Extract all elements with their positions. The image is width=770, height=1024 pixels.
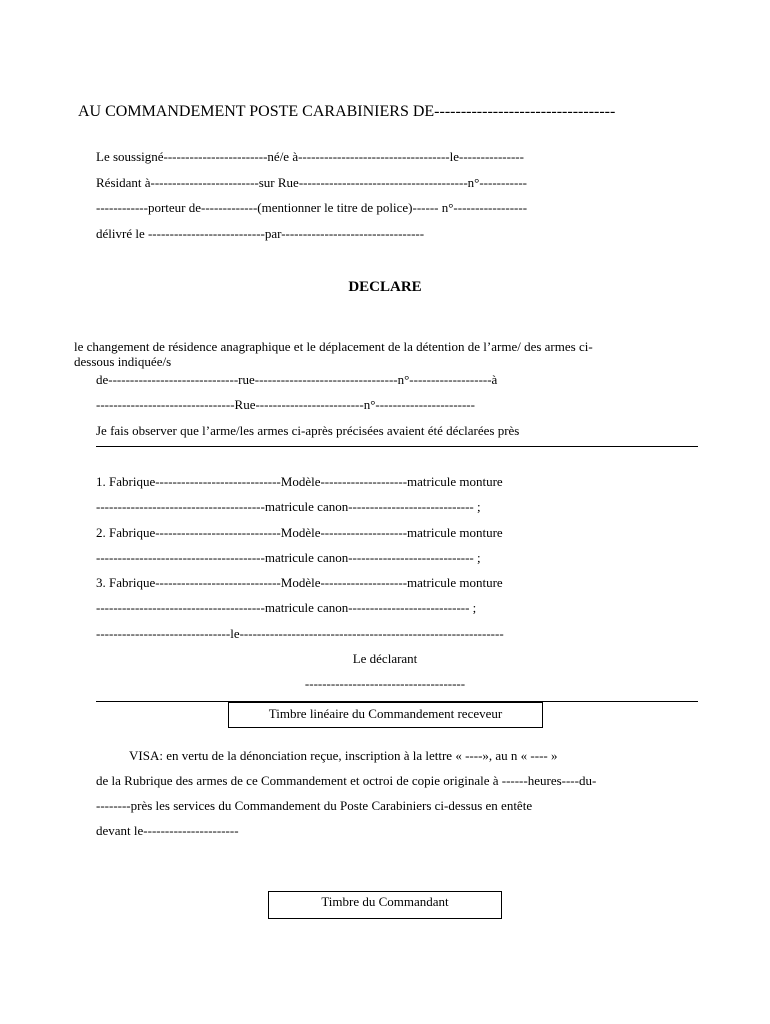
declarant-label: Le déclarant <box>352 651 418 666</box>
arm-3-line-a: 3. Fabrique-----------------------------Modèle--------------------matricule monture <box>96 575 503 590</box>
identity-line-residence: Résidant à-------------------------sur Rue---------------------------------------n°----------- <box>96 175 527 190</box>
separator-rule <box>96 446 698 447</box>
arm-1-line-b: ---------------------------------------matricule canon----------------------------- ; <box>96 499 481 514</box>
arm-2-line-b: ---------------------------------------matricule canon----------------------------- ; <box>96 550 481 565</box>
receiver-stamp-label: Timbre linéaire du Commandement receveur <box>268 706 503 721</box>
arm-3-line-b: ---------------------------------------matricule canon---------------------------- ; <box>96 600 477 615</box>
identity-line-license: ------------porteur de-------------(mentionner le titre de police)------ n°----------------- <box>96 200 528 215</box>
visa-line-4: devant le---------------------- <box>96 823 239 838</box>
declaration-paragraph-line2: dessous indiquée/s <box>74 354 172 369</box>
new-street-line: --------------------------------Rue-------------------------n°----------------------- <box>96 397 475 412</box>
commander-stamp-label: Timbre du Commandant <box>321 894 449 909</box>
identity-line-name: Le soussigné------------------------né/e à-----------------------------------le--------------- <box>96 149 524 164</box>
declaration-paragraph-line1: le changement de résidence anagraphique et le déplacement de la détention de l’arme/ des armes ci- <box>74 339 593 354</box>
declarant-signature-line: ------------------------------------- <box>304 676 466 691</box>
new-address-line: de------------------------------rue---------------------------------n°-------------------à <box>96 372 498 387</box>
observation-line: Je fais observer que l’arme/les armes ci-après précisées avaient été déclarées près <box>96 423 520 438</box>
arm-2-line-a: 2. Fabrique-----------------------------Modèle--------------------matricule monture <box>96 525 503 540</box>
identity-line-issued: délivré le ---------------------------par--------------------------------- <box>96 226 425 241</box>
arm-1-line-a: 1. Fabrique-----------------------------Modèle--------------------matricule monture <box>96 474 503 489</box>
place-date-line: -------------------------------le------------------------------------------------------------- <box>96 626 504 641</box>
commander-stamp-box <box>268 891 502 919</box>
receiver-stamp-box <box>228 702 543 728</box>
visa-line-1: VISA: en vertu de la dénonciation reçue, inscription à la lettre « ----», au n « ---- » <box>129 748 558 763</box>
declare-heading: DECLARE <box>348 279 422 295</box>
form-title: AU COMMANDEMENT POSTE CARABINIERS DE---------------------------------- <box>78 103 616 120</box>
visa-line-3: --------près les services du Commandement du Poste Carabiniers ci-dessus en entête <box>96 798 533 813</box>
visa-line-2: de la Rubrique des armes de ce Commandement et octroi de copie originale à ------heures----du- <box>96 773 597 788</box>
